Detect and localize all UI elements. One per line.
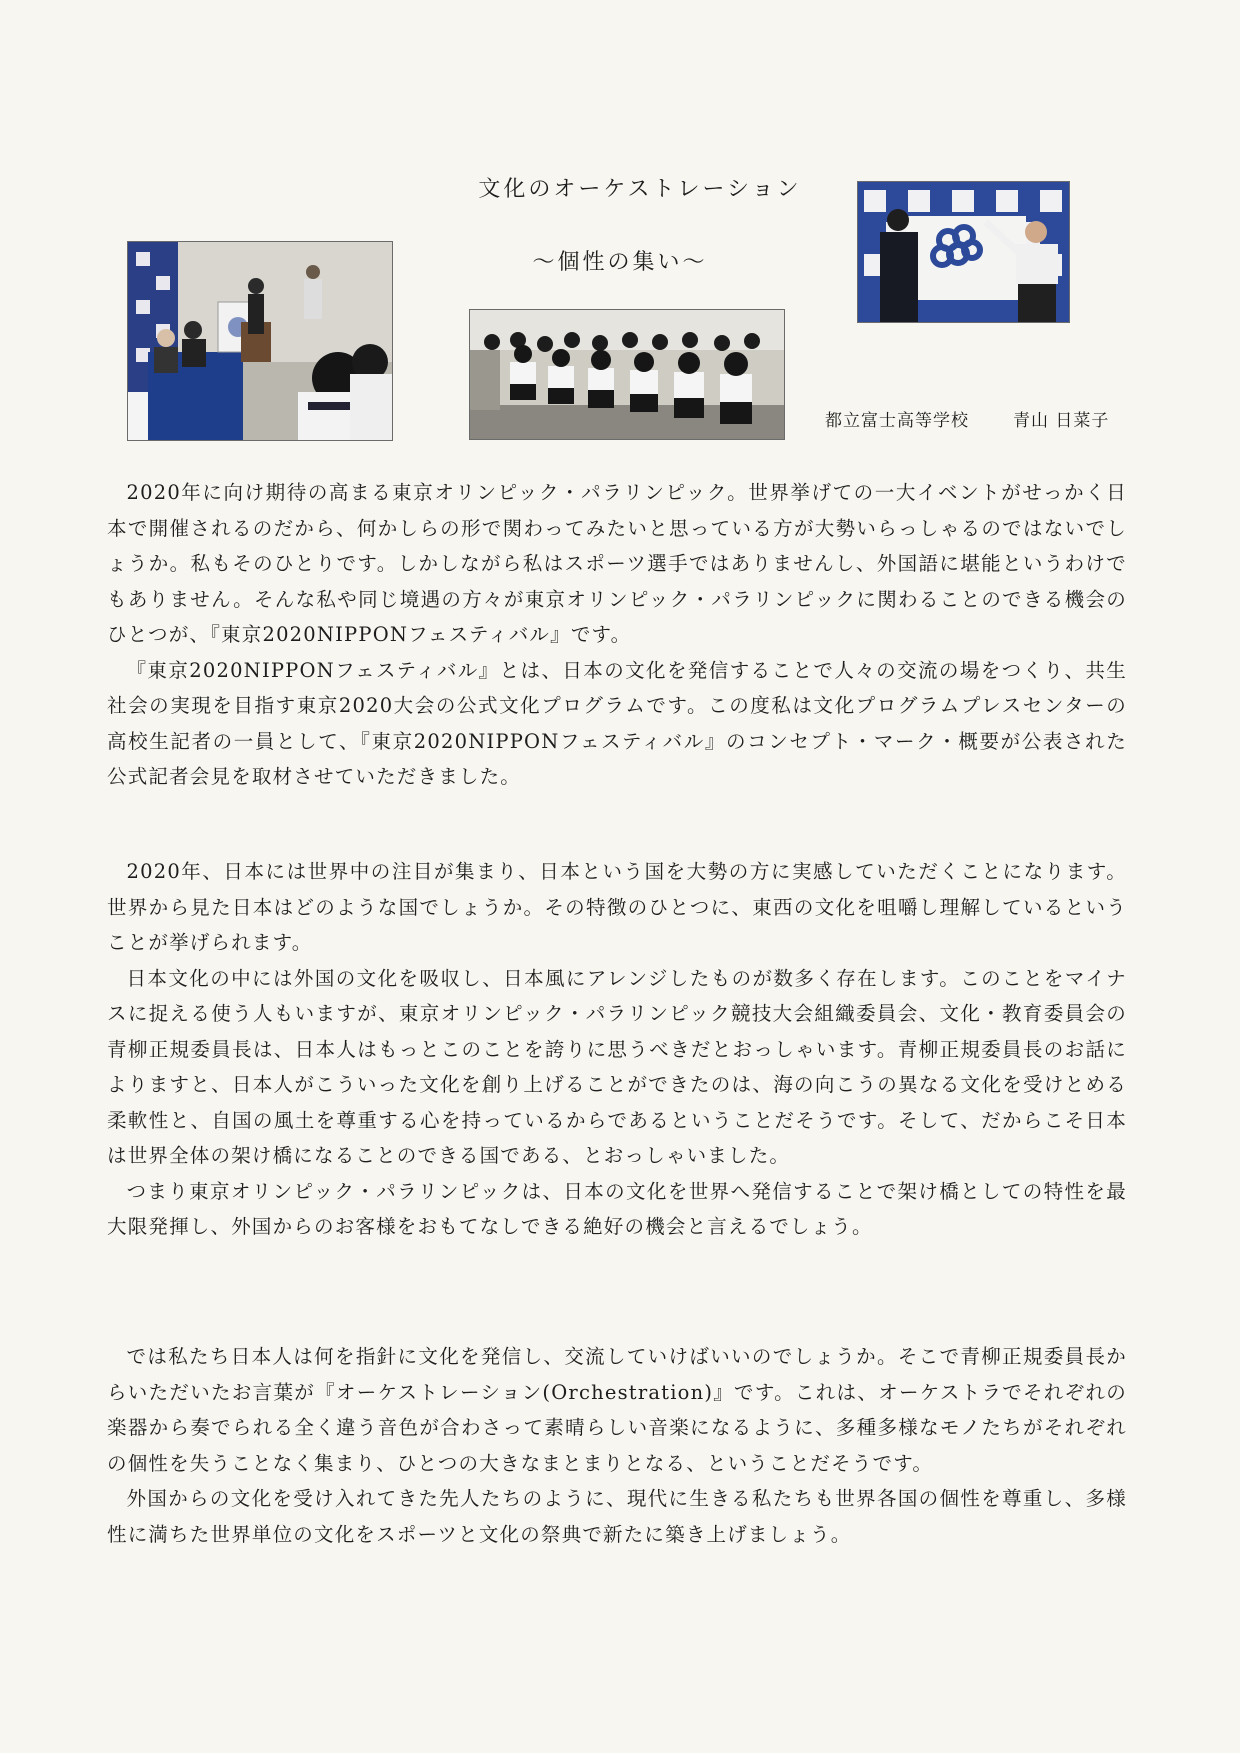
paragraph: つまり東京オリンピック・パラリンピックは、日本の文化を世界へ発信することで架け橋としての特性を最大限発揮し、外国からのお客様をおもてなしできる絶好の機会と言えるでしょう。 <box>107 1179 1127 1238</box>
concept-mark-photo <box>857 181 1070 323</box>
article-section-3 <box>107 1339 1127 1552</box>
press-conference-photo <box>127 241 393 441</box>
article-title: 文化のオーケストレーション <box>478 177 802 202</box>
author-name: 青山 日菜子 <box>1013 411 1110 431</box>
paragraph: 2020年に向け期待の高まる東京オリンピック・パラリンピック。世界挙げての一大イベントがせっかく日本で開催されるのだから、何かしらの形で関わってみたいと思っている方が大勢いらっしゃるのではないでしょうか。私もそのひとりです。しかしながら私はスポーツ選手ではありませんし、外国語に堪能というわけでもありません。そんな私や同じ境遇の方々が東京オリンピック・パラリンピックに関わることのできる機会のひとつが、『東京2020NIPPONフェスティバル』です。 <box>107 481 1127 646</box>
byline <box>825 406 1109 431</box>
paragraph: では私たち日本人は何を指針に文化を発信し、交流していけばいいのでしょうか。そこで青柳正規委員長からいただいたお言葉が『オーケストレーション(Orchestration)』です。これは、オーケストラでそれぞれの楽器から奏でられる全く違う音色が合わさって素晴らしい音楽になるように、多種多様なモノたちがそれぞれの個性を失うことなく集まり、ひとつの大きなまとまりとなる、ということだそうです。 <box>107 1345 1127 1475</box>
article-section-1 <box>107 475 1127 795</box>
article-subtitle: ～個性の集い～ <box>532 250 708 275</box>
paragraph: 外国からの文化を受け入れてきた先人たちのように、現代に生きる私たちも世界各国の個性を尊重し、多様性に満ちた世界単位の文化をスポーツと文化の祭典で新たに築き上げましょう。 <box>107 1487 1127 1546</box>
paragraph: 『東京2020NIPPONフェスティバル』とは、日本の文化を発信することで人々の交流の場をつくり、共生社会の実現を目指す東京2020大会の公式文化プログラムです。この度私は文化プログラムプレスセンターの高校生記者の一員として、『東京2020NIPPONフェスティバル』のコンセプト・マーク・概要が公表された公式記者会見を取材させていただきました。 <box>107 658 1127 788</box>
students-audience-photo <box>469 309 785 440</box>
paragraph: 2020年、日本には世界中の注目が集まり、日本という国を大勢の方に実感していただくことになります。世界から見た日本はどのような国でしょうか。その特徴のひとつに、東西の文化を咀嚼し理解しているということが挙げられます。 <box>107 860 1127 954</box>
article-section-2 <box>107 854 1127 1245</box>
paragraph: 日本文化の中には外国の文化を吸収し、日本風にアレンジしたものが数多く存在します。このことをマイナスに捉える使う人もいますが、東京オリンピック・パラリンピック競技大会組織委員会、文化・教育委員会の青柳正規委員長は、日本人はもっとこのことを誇りに思うべきだとおっしゃいます。青柳正規委員長のお話によりますと、日本人がこういった文化を創り上げることができたのは、海の向こうの異なる文化を受けとめる柔軟性と、自国の風土を尊重する心を持っているからであるということだそうです。そして、だからこそ日本は世界全体の架け橋になることのできる国である、とおっしゃいました。 <box>107 966 1127 1167</box>
school-name: 都立富士高等学校 <box>825 411 969 431</box>
